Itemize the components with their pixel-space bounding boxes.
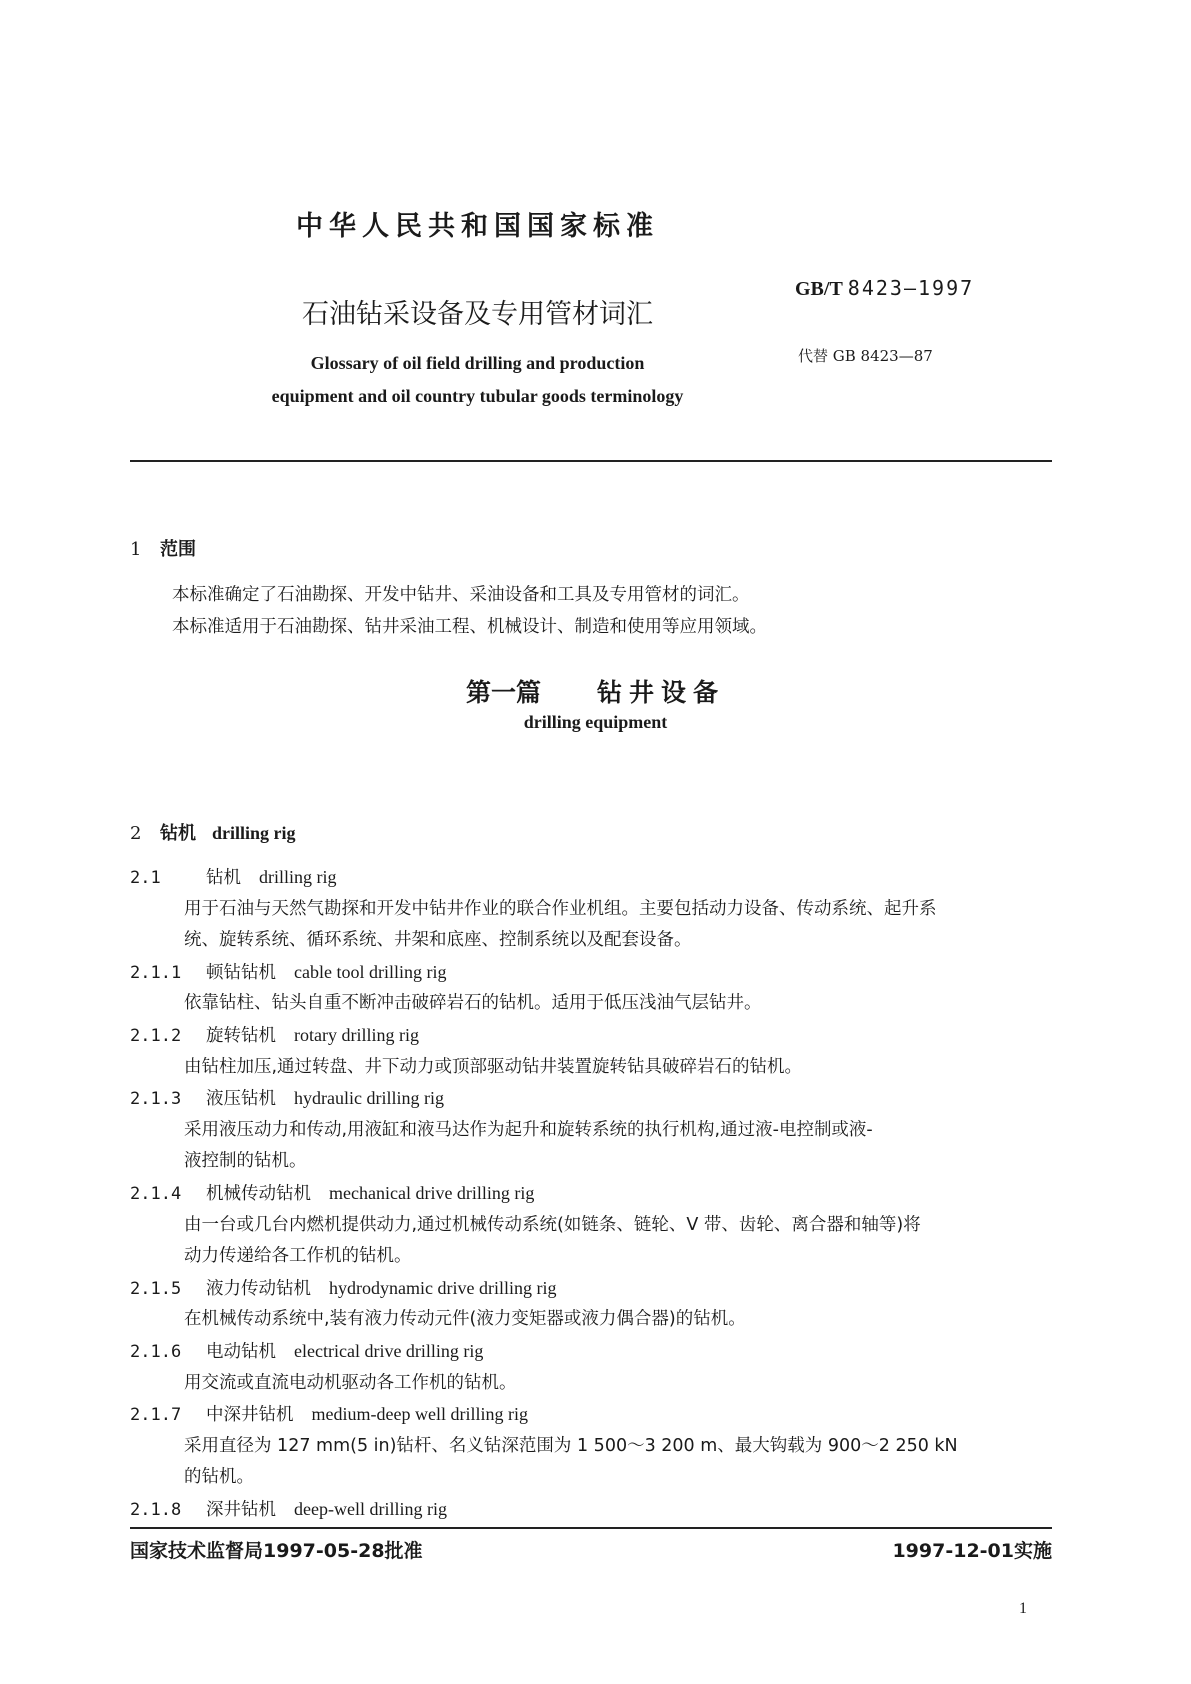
term-en: medium-deep well drilling rig: [311, 1404, 528, 1425]
term-number: 2.1.8: [130, 1499, 182, 1520]
part-title-cn: 钻井设备: [597, 678, 726, 707]
term-number: 2.1: [130, 868, 161, 888]
term-entry: [130, 1399, 958, 1431]
term-definition: 采用液压动力和传动,用液缸和液马达作为起升和旋转系统的执行机构,通过液-电控制或液-: [184, 1119, 873, 1140]
term-en: mechanical drive drilling rig: [329, 1182, 535, 1203]
term-definition: 由钻柱加压,通过转盘、井下动力或顶部驱动钻井装置旋转钻具破碎岩石的钻机。: [184, 1056, 803, 1077]
term-definition: 动力传递给各工作机的钻机。: [184, 1246, 412, 1267]
approval-text: 国家技术监督局1997-05-28批准: [130, 1540, 423, 1562]
term-number: 2.1.2: [130, 1025, 182, 1046]
term-number: 2.1.5: [130, 1278, 182, 1299]
part-title-en: drilling equipment: [523, 712, 668, 732]
term-entry: [130, 1083, 958, 1115]
term-number: 2.1.6: [130, 1341, 182, 1362]
term-en: rotary drilling rig: [294, 1024, 419, 1045]
scope-heading-text: 范围: [160, 539, 196, 560]
section-number: 2: [130, 823, 142, 844]
page-number: 1: [1019, 1600, 1027, 1617]
part-number: 第一篇: [465, 678, 541, 707]
document-title-cn: 石油钻采设备及专用管材词汇: [302, 299, 653, 330]
term-cn: 旋转钻机: [206, 1025, 276, 1046]
footer-divider: [130, 1527, 1052, 1529]
term-number: 2.1.3: [130, 1089, 182, 1110]
scope-paragraph: 本标准确定了石油勘探、开发中钻井、采油设备和工具及专用管材的词汇。: [172, 585, 750, 605]
standard-number: [795, 276, 974, 301]
term-entry: [130, 957, 958, 989]
replaces-note: 代替 GB 8423—87: [798, 347, 933, 365]
term-entry: [130, 1273, 958, 1305]
national-standard-heading: 中华人民共和国国家标准: [296, 211, 659, 242]
term-en: hydrodynamic drive drilling rig: [329, 1277, 557, 1298]
implementation-text: 1997-12-01实施: [892, 1540, 1052, 1562]
term-en: drilling rig: [259, 867, 337, 887]
term-number: 2.1.1: [130, 962, 182, 983]
section-2-heading: [130, 819, 296, 845]
term-entry: [130, 1336, 958, 1368]
term-definition: 统、旋转系统、循环系统、井架和底座、控制系统以及配套设备。: [184, 930, 692, 951]
term-cn: 钻机: [206, 868, 241, 888]
term-entry: [130, 1178, 958, 1210]
term-cn: 中深井钻机: [206, 1405, 294, 1426]
term-definition: 依靠钻柱、钻头自重不断冲击破碎岩石的钻机。适用于低压浅油气层钻井。: [184, 993, 762, 1014]
term-en: cable tool drilling rig: [294, 961, 447, 982]
term-en: hydraulic drilling rig: [294, 1088, 444, 1109]
term-cn: 液压钻机: [206, 1089, 276, 1110]
term-entry: [130, 1020, 958, 1052]
term-en: deep-well drilling rig: [294, 1498, 447, 1519]
term-entries: [130, 862, 958, 1525]
scope-heading: [130, 535, 196, 561]
standard-prefix: GB/T: [795, 278, 843, 300]
term-entry: [130, 862, 958, 894]
header-divider: [130, 460, 1052, 462]
section-title-en: drilling rig: [212, 823, 296, 843]
document-title-en-line1: Glossary of oil field drilling and production: [310, 353, 645, 373]
scope-heading-num: 1: [130, 539, 142, 560]
term-definition: 采用直径为 127 mm(5 in)钻杆、名义钻深范围为 1 500～3 200 m、最大钩载为 900～2 250 kN: [184, 1435, 958, 1456]
term-definition: 的钻机。: [184, 1467, 254, 1488]
term-definition: 用交流或直流电动机驱动各工作机的钻机。: [184, 1372, 517, 1393]
term-en: electrical drive drilling rig: [294, 1340, 484, 1361]
term-definition: 由一台或几台内燃机提供动力,通过机械传动系统(如链条、链轮、V 带、齿轮、离合器和轴等)将: [184, 1214, 921, 1235]
part-title: [0, 673, 1191, 709]
term-cn: 电动钻机: [206, 1341, 276, 1362]
term-cn: 深井钻机: [206, 1499, 276, 1520]
term-entry: [130, 1494, 958, 1526]
term-definition: 在机械传动系统中,装有液力传动元件(液力变矩器或液力偶合器)的钻机。: [184, 1309, 746, 1330]
term-cn: 液力传动钻机: [206, 1278, 311, 1299]
document-title-en-line2: equipment and oil country tubular goods terminology: [271, 386, 684, 406]
term-definition: 用于石油与天然气勘探和开发中钻井作业的联合作业机组。主要包括动力设备、传动系统、起升系: [184, 898, 937, 919]
section-title-cn: 钻机: [160, 823, 196, 844]
standard-code: 8423—1997: [847, 276, 975, 300]
term-definition: 液控制的钻机。: [184, 1151, 307, 1172]
term-cn: 机械传动钻机: [206, 1183, 311, 1204]
term-cn: 顿钻钻机: [206, 962, 276, 983]
term-number: 2.1.7: [130, 1405, 182, 1426]
term-number: 2.1.4: [130, 1183, 182, 1204]
scope-paragraph: 本标准适用于石油勘探、钻井采油工程、机械设计、制造和使用等应用领域。: [172, 617, 767, 637]
